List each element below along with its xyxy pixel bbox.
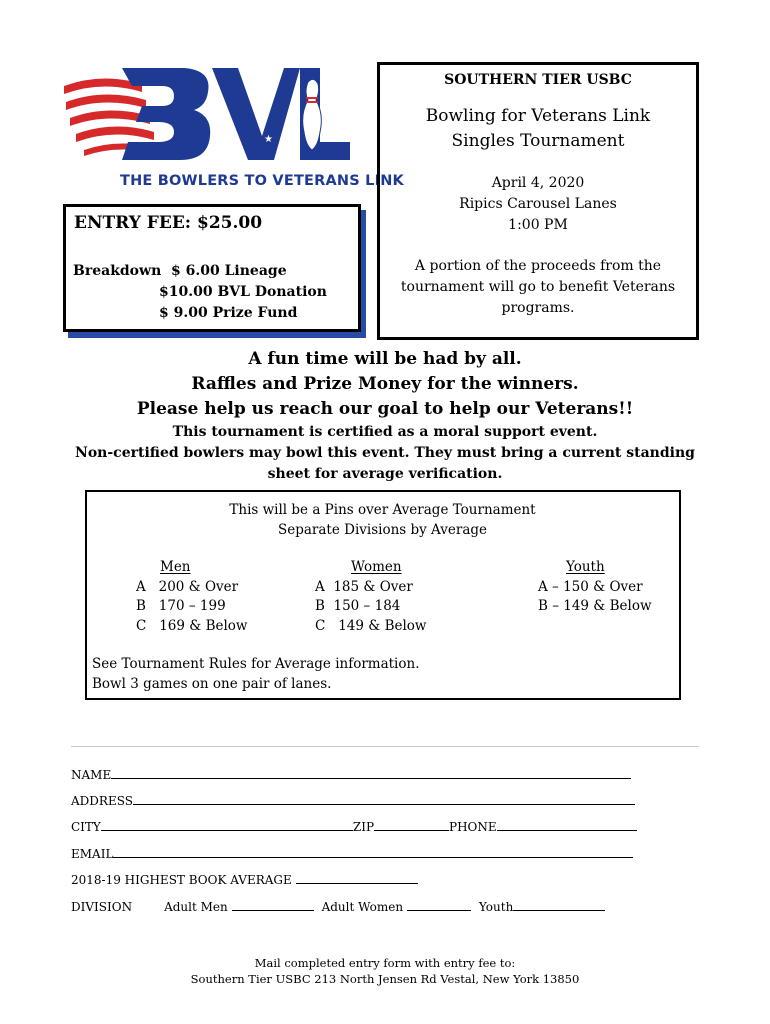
adult-women-label: Adult Women <box>321 900 404 914</box>
address-row <box>71 793 635 808</box>
event-venue: Ripics Carousel Lanes <box>459 196 617 212</box>
event-date: April 4, 2020 <box>491 175 585 191</box>
fee-breakdown <box>73 261 327 324</box>
average-label: 2018-19 HIGHEST BOOK AVERAGE <box>71 873 292 887</box>
headline-1: A fun time will be had by all. <box>248 349 522 369</box>
city-label: CITY <box>71 820 101 834</box>
headline-6: sheet for average verification. <box>267 466 503 482</box>
address-label: ADDRESS <box>71 794 133 808</box>
svg-text:★: ★ <box>264 134 273 145</box>
youth-field[interactable] <box>513 899 605 911</box>
divisions-intro-line2: Separate Divisions by Average <box>277 522 488 538</box>
city-row <box>71 819 637 834</box>
logo-tagline: THE BOWLERS TO VETERANS LINK <box>120 173 404 189</box>
division-men-row: A 200 & Over <box>136 578 239 595</box>
mail-line-1: Mail completed entry form with entry fee to: <box>254 956 516 970</box>
division-youth-header: Youth <box>566 559 605 575</box>
entry-fee-title: ENTRY FEE: $25.00 <box>74 213 263 233</box>
division-row <box>71 899 605 914</box>
adult-women-field[interactable] <box>407 899 471 911</box>
division-women-row: A 185 & Over <box>315 578 413 595</box>
phone-field[interactable] <box>497 819 637 831</box>
svg-text:★: ★ <box>254 79 265 93</box>
divisions-intro <box>85 500 680 540</box>
event-title-line2: Singles Tournament <box>451 131 625 151</box>
name-field[interactable] <box>111 767 631 779</box>
email-label: EMAIL <box>71 847 114 861</box>
svg-text:★: ★ <box>256 115 267 129</box>
event-time: 1:00 PM <box>508 217 568 233</box>
division-label: DIVISION <box>71 900 133 914</box>
fee-item: $10.00 BVL Donation <box>159 284 327 300</box>
fee-item: $ 9.00 Prize Fund <box>159 305 298 321</box>
headline-5: Non-certified bowlers may bowl this event. They must bring a current standing <box>75 445 695 461</box>
headline-2: Raffles and Prize Money for the winners. <box>191 374 579 394</box>
mail-address: Southern Tier USBC 213 North Jensen Rd Vestal, New York 13850 <box>190 972 580 986</box>
youth-label: Youth <box>478 900 514 914</box>
breakdown-label: Breakdown <box>73 263 162 279</box>
division-women-row: C 149 & Below <box>315 617 427 634</box>
email-row <box>71 846 633 861</box>
division-youth <box>538 558 652 617</box>
divisions-note-2: Bowl 3 games on one pair of lanes. <box>92 676 332 692</box>
division-men-header: Men <box>160 559 191 575</box>
divider <box>71 746 699 747</box>
divisions-note-1: See Tournament Rules for Average information. <box>92 656 420 672</box>
average-row <box>71 872 418 887</box>
zip-field[interactable] <box>374 819 449 831</box>
svg-text:★: ★ <box>260 97 271 111</box>
division-men <box>136 558 312 636</box>
division-youth-row: B – 149 & Below <box>538 598 652 614</box>
name-label: NAME <box>71 768 112 782</box>
division-youth-row: A – 150 & Over <box>538 578 643 595</box>
divisions-intro-line1: This will be a Pins over Average Tournament <box>229 502 536 518</box>
email-field[interactable] <box>113 846 633 858</box>
division-women <box>315 558 541 636</box>
division-men-row: B 170 – 199 <box>136 598 226 614</box>
average-field[interactable] <box>296 872 418 884</box>
event-title <box>380 104 696 154</box>
division-women-header: Women <box>351 559 402 575</box>
divisions-notes <box>92 654 420 694</box>
address-field[interactable] <box>133 793 635 805</box>
adult-men-field[interactable] <box>232 899 314 911</box>
adult-men-label: Adult Men <box>164 900 228 914</box>
phone-label: PHONE <box>449 820 497 834</box>
organization-name: SOUTHERN TIER USBC <box>444 72 632 88</box>
headline-4: This tournament is certified as a moral support event. <box>172 424 598 440</box>
proceeds-note: A portion of the proceeds from the tournament will go to benefit Veterans programs. <box>400 258 676 316</box>
fee-item: $ 6.00 Lineage <box>171 263 287 279</box>
division-men-row: C 169 & Below <box>136 617 248 634</box>
event-title-line1: Bowling for Veterans Link <box>425 106 651 126</box>
headlines <box>0 347 770 485</box>
city-field[interactable] <box>101 819 353 831</box>
division-women-row: B 150 – 184 <box>315 598 401 614</box>
name-row <box>71 767 631 782</box>
tournament-info <box>380 72 696 319</box>
event-details <box>380 173 696 236</box>
zip-label: ZIP <box>352 820 375 834</box>
mail-instructions <box>0 955 770 987</box>
headline-3: Please help us reach our goal to help our Veterans!! <box>136 399 634 419</box>
